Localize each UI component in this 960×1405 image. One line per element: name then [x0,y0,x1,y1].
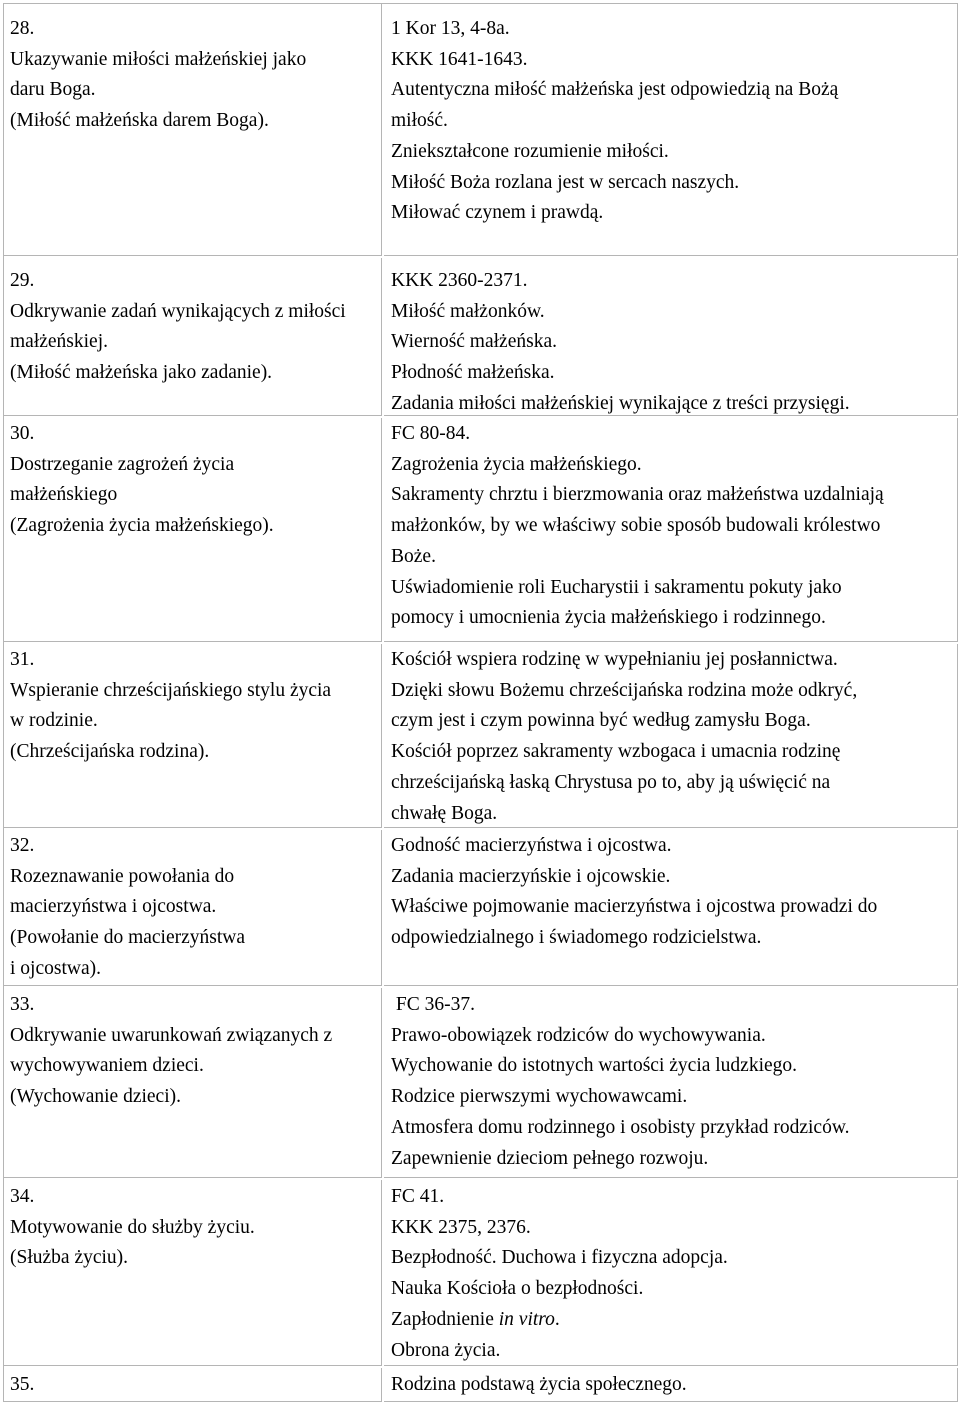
content-line: Miłować czynem i prawdą. [391,202,604,224]
topic-line: 33. [10,994,35,1015]
topic-cell [4,830,382,986]
content-line: Nauka Kościoła o bezpłodności. [391,1278,644,1300]
content-line: Rodzice pierwszymi wychowawcami. [391,1086,688,1108]
topic-line: daru Boga. [10,79,96,101]
topic-line: Motywowanie do służby życiu. [10,1216,255,1238]
topic-line: (Chrześcijańska rodzina). [10,741,210,763]
topic-line: wychowywaniem dzieci. [10,1055,204,1077]
content-line: Obrona życia. [391,1339,501,1361]
content-line: Godność macierzyństwa i ojcostwa. [391,835,672,856]
topic-cell [4,258,382,416]
content-line: FC 41. [391,1186,445,1207]
content-line: miłość. [391,110,448,132]
content-line: FC 36-37. [391,994,475,1015]
topic-line: (Miłość małżeńska jako zadanie). [10,362,273,384]
topic-cell [4,418,382,642]
content-line: KKK 2375, 2376. [391,1216,531,1238]
content-cell [384,4,958,256]
content-line: chwałę Boga. [391,802,498,824]
content-line: Prawo-obowiązek rodziców do wychowywania. [391,1024,766,1046]
program-table [3,3,958,1402]
topic-line: małżeńskiego [10,484,118,506]
content-line: Miłość małżonków. [391,300,545,322]
content-line: KKK 2360-2371. [391,270,528,291]
content-line: odpowiedzialnego i świadomego rodzicielstwa. [391,927,762,949]
topic-line: 31. [10,649,35,670]
topic-line: Odkrywanie zadań wynikających z miłości [10,300,346,322]
table-row [4,418,958,642]
content-line: Zagrożenia życia małżeńskiego. [391,453,642,475]
topic-line: 28. [10,18,35,39]
topic-line: (Wychowanie dzieci). [10,1086,181,1108]
content-line: Rodzina podstawą życia społecznego. [391,1374,687,1395]
content-line: Kościół wspiera rodzinę w wypełnianiu jej posłannictwa. [391,649,838,670]
content-cell [384,418,958,642]
topic-line: (Powołanie do macierzyństwa [10,927,246,949]
table-row [4,988,958,1178]
topic-cell [4,988,382,1178]
topic-line: małżeńskiej. [10,331,109,353]
content-line: Zapewnienie dzieciom pełnego rozwoju. [391,1147,709,1169]
topic-line: i ojcostwa). [10,957,101,979]
content-line: Wierność małżeńska. [391,331,557,353]
table-row [4,258,958,416]
content-line: FC 80-84. [391,423,471,444]
content-line: Zadania miłości małżeńskiej wynikające z treści przysięgi. [391,392,850,414]
table-row [4,4,958,256]
topic-cell [4,1368,382,1402]
content-line: Atmosfera domu rodzinnego i osobisty przykład rodziców. [391,1116,850,1138]
content-cell [384,644,958,828]
content-cell [384,1180,958,1366]
topic-line: 34. [10,1186,35,1207]
content-line: Sakramenty chrztu i bierzmowania oraz małżeństwa uzdalniają [391,484,884,506]
content-line: czym jest i czym powinna być według zamysłu Boga. [391,710,811,732]
topic-cell [4,1180,382,1366]
content-line: Dzięki słowu Bożemu chrześcijańska rodzina może odkryć, [391,679,858,701]
content-cell [384,988,958,1178]
content-line: Zapłodnienie in vitro. [391,1308,560,1330]
table-row [4,644,958,828]
content-cell [384,258,958,416]
content-line: Zniekształcone rozumienie miłości. [391,140,669,162]
content-cell [384,830,958,986]
topic-line: Rozeznawanie powołania do [10,865,235,887]
content-line: Kościół poprzez sakramenty wzbogaca i umacnia rodzinę [391,741,841,763]
topic-line: 32. [10,835,35,856]
content-line: małżonków, by we właściwy sobie sposób budowali królestwo [391,515,881,537]
content-line: Właściwe pojmowanie macierzyństwa i ojcostwa prowadzi do [391,896,878,918]
topic-cell [4,644,382,828]
table-row [4,1368,958,1402]
content-line: Płodność małżeńska. [391,362,555,384]
content-line: 1 Kor 13, 4-8a. [391,18,510,39]
topic-line: w rodzinie. [10,710,98,732]
content-line: Bezpłodność. Duchowa i fizyczna adopcja. [391,1247,728,1269]
content-line: Autentyczna miłość małżeńska jest odpowiedzią na Bożą [391,79,839,101]
topic-line: Ukazywanie miłości małżeńskiej jako [10,48,307,70]
table-row [4,830,958,986]
topic-line: 30. [10,423,35,444]
content-line: Boże. [391,545,436,567]
topic-line: 35. [10,1374,35,1395]
content-line: Miłość Boża rozlana jest w sercach naszych. [391,171,740,193]
topic-cell [4,4,382,256]
content-line: pomocy i umocnienia życia małżeńskiego i rodzinnego. [391,607,826,629]
topic-line: (Służba życiu). [10,1247,129,1269]
content-cell [384,1368,958,1402]
topic-line: (Miłość małżeńska darem Boga). [10,110,269,132]
content-line: Uświadomienie roli Eucharystii i sakramentu pokuty jako [391,576,842,598]
topic-line: macierzyństwa i ojcostwa. [10,896,217,918]
content-line: Zadania macierzyńskie i ojcowskie. [391,865,671,887]
table-row [4,1180,958,1366]
topic-line: (Zagrożenia życia małżeńskiego). [10,515,274,537]
topic-line: Odkrywanie uwarunkowań związanych z [10,1024,333,1046]
topic-line: 29. [10,270,35,291]
content-line: Wychowanie do istotnych wartości życia ludzkiego. [391,1055,798,1077]
content-line: chrześcijańską łaską Chrystusa po to, aby ją uświęcić na [391,771,831,793]
topic-line: Wspieranie chrześcijańskiego stylu życia [10,679,332,701]
topic-line: Dostrzeganie zagrożeń życia [10,453,235,475]
content-line: KKK 1641-1643. [391,48,528,70]
